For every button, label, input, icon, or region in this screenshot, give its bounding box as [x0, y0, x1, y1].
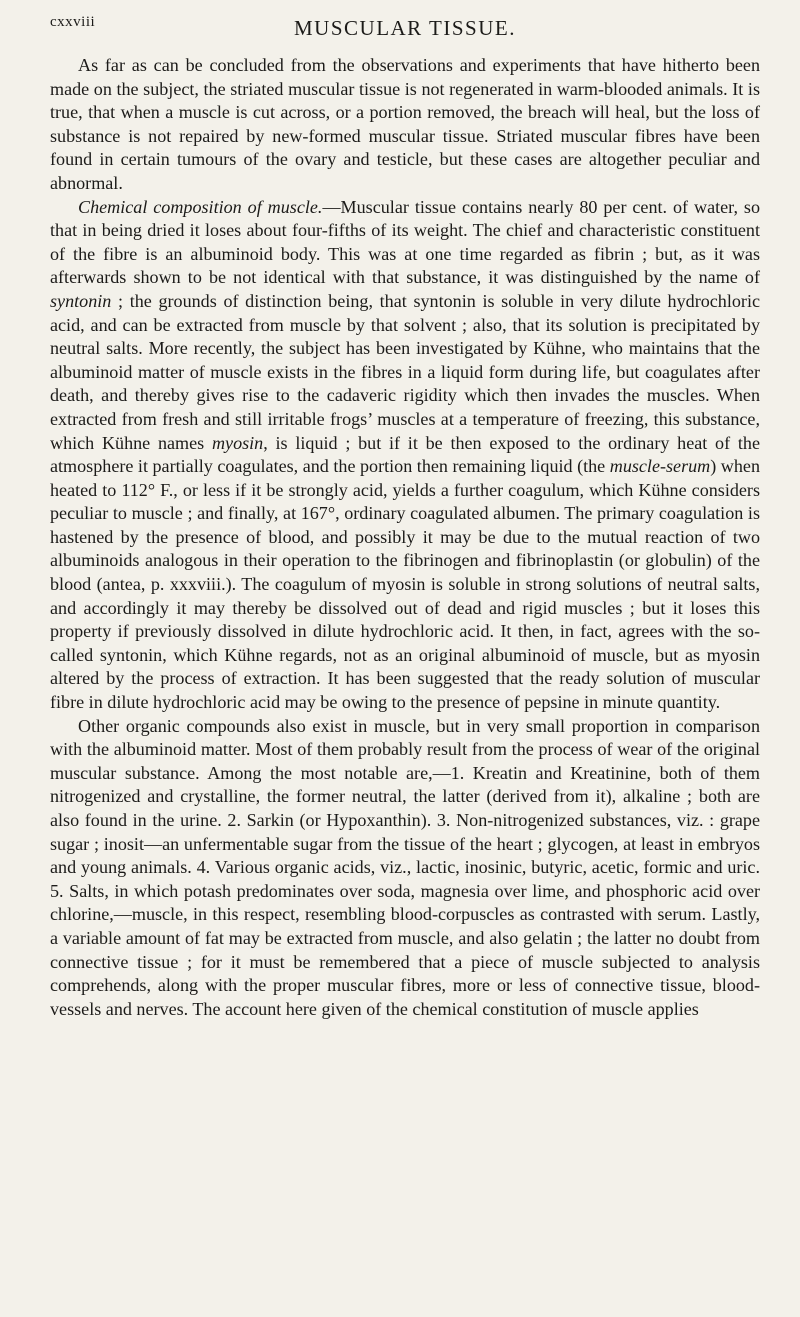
page-header: [50, 10, 760, 50]
running-title: MUSCULAR TISSUE.: [294, 16, 516, 40]
paragraph-organic-compounds: [50, 715, 760, 1022]
text-segment: , is liquid ; but if it be then exposed to the ordinary heat of the atmosphere it partially coagulates, and the portion then remaining liquid (the: [50, 432, 760, 477]
text-segment: ) when heated to 112° F., or less if it be strongly acid, yields a further coagulum, which Kühne considers peculiar to muscle ; and finally, at 167°, ordinary coagulated albumen. The primary coagulation is hastened by the presence of blood, and possibly it may be due to the mutual reaction of two albuminoids analogous in their operation to the fibrinogen and fibrinoplastin (or globulin) of the blood (antea, p. xxxviii.). The coagulum of myosin is soluble in strong solutions of neutral salts, and accordingly it may thereby be dissolved out of dead and rigid muscles ; but it loses this property if previously dissolved in dilute hydrochloric acid. It then, in fact, agrees with the so-called syntonin, which Kühne regards, not as an original albuminoid of muscle, but as myosin altered by the process of extraction. It has been suggested that the ready solution of muscular fibre in dilute hydrochloric acid may be owing to the presence of pepsine in minute quantity.: [50, 456, 760, 713]
text-segment: As far as can be concluded from the observations and experiments that have hitherto been made on the subject, the striated muscular tissue is not regenerated in warm-blooded animals. It is true, that when a muscle is cut across, or a portion removed, the breach will heal, but the loss of substance is not repaired by new-formed muscular tissue. Striated muscular fibres have been found in certain tumours of the ovary and testicle, but these cases are altogether peculiar and abnormal.: [50, 55, 760, 193]
paragraph-chemical-composition: [50, 196, 760, 715]
section-heading: Chemical composition of muscle.: [78, 196, 323, 217]
paragraph-regeneration: [50, 54, 760, 196]
page-number: cxxviii: [50, 14, 96, 30]
body-text: [50, 54, 760, 1021]
term-muscle-serum: muscle-serum: [609, 456, 711, 477]
term-myosin: myosin: [211, 432, 264, 453]
text-segment: —Muscular tissue contains nearly 80 per cent. of water, so that in being dried it loses about four-fifths of its weight. The chief and characteristic constituent of the fibre is an albuminoid body. This was at one time regarded as fibrin ; but, as it was afterwards shown to be not identical with that substance, it was distinguished by the name of: [50, 196, 761, 288]
term-syntonin: syntonin: [50, 290, 112, 311]
text-segment: ; the grounds of distinction being, that syntonin is soluble in very dilute hydrochloric acid, and can be extracted from muscle by that solvent ; also, that its solution is precipitated by neutral salts. More recently, the subject has been investigated by Kühne, who maintains that the albuminoid matter of muscle exists in the fibres in a liquid form during life, but coagulates after death, and thereby gives rise to the cadaveric rigidity which then invades the muscles. When extracted from fresh and still irritable frogs’ muscles at a temperature of freezing, this substance, which Kühne names: [50, 290, 760, 453]
text-segment: Other organic compounds also exist in muscle, but in very small proportion in comparison with the albuminoid matter. Most of them probably result from the process of wear of the original muscular substance. Among the most notable are,—1. Kreatin and Kreatinine, both of them nitrogenized and crystalline, the former neutral, the latter (derived from it), alkaline ; both are also found in the urine. 2. Sarkin (or Hypoxanthin). 3. Non-nitrogenized substances, viz. : grape sugar ; inosit—an unfermentable sugar from the tissue of the heart ; glycogen, at least in embryos and young animals. 4. Various organic acids, viz., lactic, inosinic, butyric, acetic, formic and uric. 5. Salts, in which potash predominates over soda, magnesia over lime, and phosphoric acid over chlorine,—muscle, in this respect, resembling blood-corpuscles as contrasted with serum. Lastly, a variable amount of fat may be extracted from muscle, and also gelatin ; the latter no doubt from connective tissue ; for it must be remembered that a piece of muscle subjected to analysis comprehends, along with the proper muscular fibres, more or less of connective tissue, blood-vessels and nerves. The account here given of the chemical constitution of muscle applies: [50, 715, 760, 1019]
